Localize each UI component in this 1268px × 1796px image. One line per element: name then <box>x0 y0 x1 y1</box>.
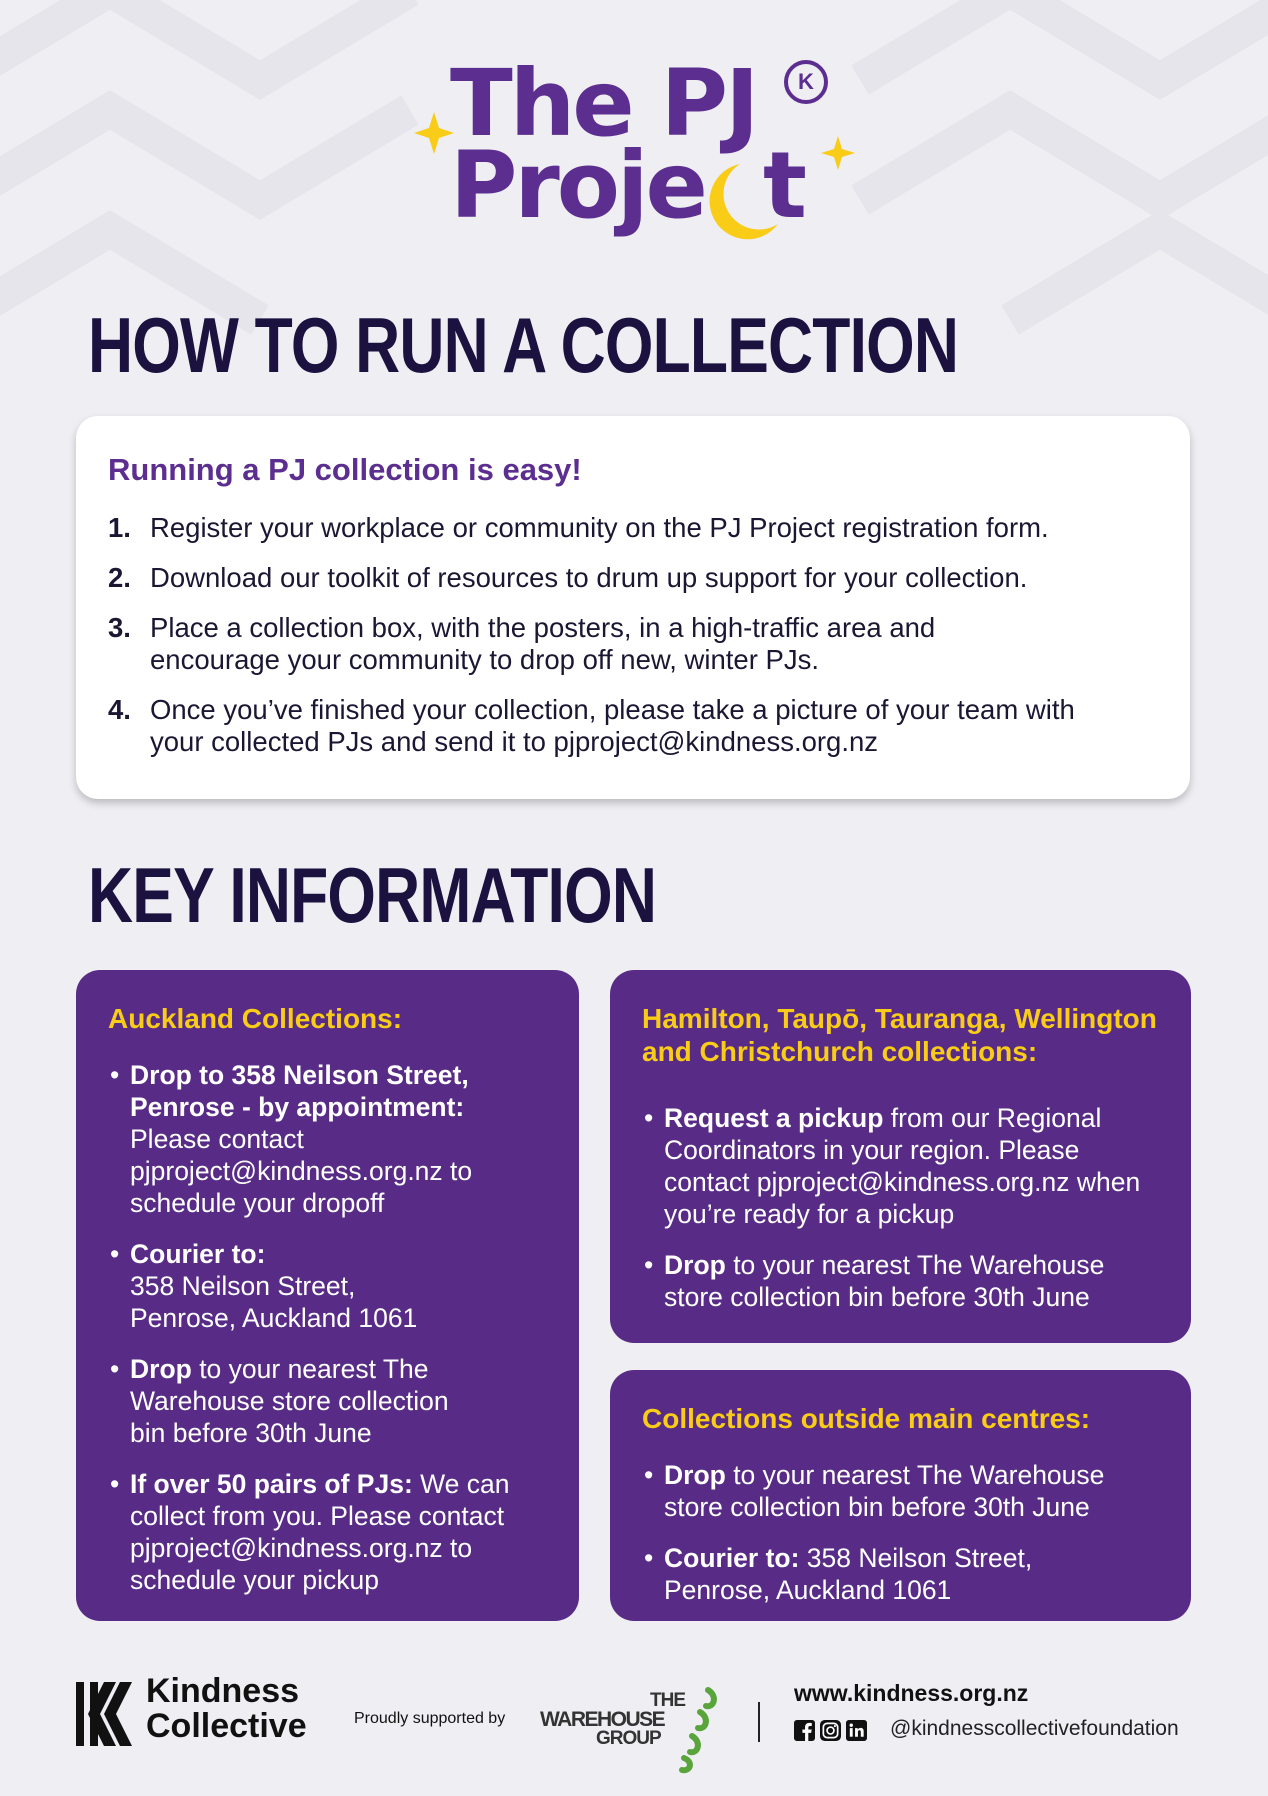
sparkle-icon <box>821 136 855 170</box>
list-item: • Drop to your nearest The Warehouse store collection bin before 30th June <box>642 1459 1134 1523</box>
list-item: • Request a pickup from our Regional Coordinators in your region. Please contact pjproject@kindness.org.nz when you’re ready for a pickup <box>642 1102 1159 1230</box>
pj-project-logo <box>408 52 868 252</box>
auckland-panel <box>76 970 579 1621</box>
sparkle-icon <box>414 112 454 154</box>
footer <box>0 1660 1268 1770</box>
website-link[interactable]: www.kindness.org.nz <box>794 1680 1029 1706</box>
list-item: • Courier to: 358 Neilson Street, Penrose, Auckland 1061 <box>642 1542 1064 1606</box>
supported-by-label: Proudly supported by <box>354 1710 506 1727</box>
list-item: • Drop to your nearest The Warehouse store collection bin before 30th June <box>642 1249 1134 1313</box>
list-item: • Drop to 358 Neilson Street, Penrose - by appointment: Please contact pjproject@kindness.org.nz to schedule your dropoff <box>108 1059 547 1219</box>
social-handle[interactable]: @kindnesscollectivefoundation <box>890 1717 1179 1740</box>
step-item: 4. Once you’ve finished your collection, please take a picture of your team with your collected PJs and send it to pjproject@kindness.org.nz <box>108 694 1075 757</box>
list-item: • If over 50 pairs of PJs: We can collect from you. Please contact pjproject@kindness.org.nz to schedule your pickup <box>108 1468 547 1596</box>
facebook-icon[interactable] <box>794 1720 815 1741</box>
kindness-collective-logo-icon <box>76 1682 136 1746</box>
kindness-mark-letter: K <box>798 69 814 94</box>
twg-koru-icon <box>670 1684 730 1774</box>
social-icons <box>794 1720 867 1741</box>
steps-card <box>76 416 1190 799</box>
steps-list <box>108 512 1168 776</box>
auckland-title: Auckland Collections: <box>108 1003 403 1034</box>
linkedin-icon[interactable] <box>846 1720 867 1741</box>
regional-panel <box>610 970 1191 1343</box>
outside-centres-title: Collections outside main centres: <box>642 1403 1091 1434</box>
list-item: • Courier to: 358 Neilson Street, Penrose, Auckland 1061 <box>108 1238 547 1334</box>
instagram-icon[interactable] <box>820 1720 841 1741</box>
step-item: 3. Place a collection box, with the posters, in a high-traffic area and encourage your community to drop off new, winter PJs. <box>108 612 936 675</box>
footer-divider <box>758 1702 760 1742</box>
kindness-collective-name: Kindness Collective <box>146 1672 307 1745</box>
logo-title-line2: Proje t <box>450 132 804 239</box>
how-to-heading: HOW TO RUN A COLLECTION <box>88 301 959 389</box>
steps-card-title: Running a PJ collection is easy! <box>108 452 582 487</box>
outside-centres-panel <box>610 1370 1191 1621</box>
logo-title-line1: The PJ <box>450 50 757 157</box>
warehouse-group-logo: THE WAREHOUSE GROUP <box>540 1684 740 1774</box>
list-item: • Drop to your nearest The Warehouse store collection bin before 30th June <box>108 1353 470 1449</box>
regional-title: Hamilton, Taupō, Tauranga, Wellington and Christchurch collections: <box>642 1003 1157 1067</box>
step-item: 1. Register your workplace or community on the PJ Project registration form. <box>108 512 1049 543</box>
step-item: 2. Download our toolkit of resources to drum up support for your collection. <box>108 562 1028 593</box>
key-information-heading: KEY INFORMATION <box>88 851 657 939</box>
